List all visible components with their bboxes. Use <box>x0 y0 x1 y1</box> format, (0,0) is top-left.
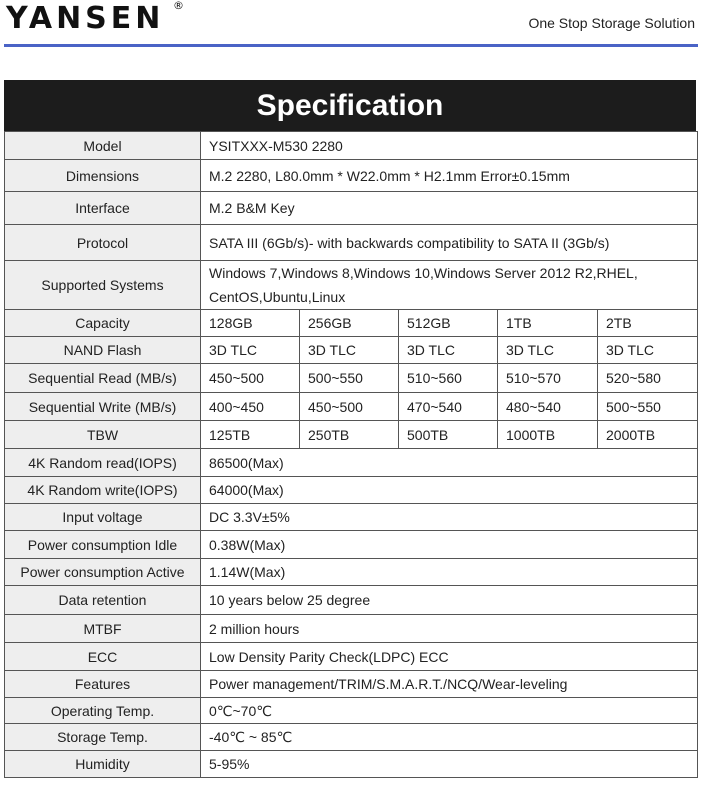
spec-cell: 3D TLC <box>498 337 598 364</box>
brand-logo: YANSEN <box>6 1 165 36</box>
spec-label: MTBF <box>5 615 201 643</box>
spec-cell: 1TB <box>498 310 598 337</box>
spec-value: SATA III (6Gb/s)- with backwards compatibility to SATA II (3Gb/s) <box>201 225 698 261</box>
spec-cell: 1000TB <box>498 421 598 449</box>
spec-cell: 3D TLC <box>399 337 498 364</box>
spec-value: Windows 7,Windows 8,Windows 10,Windows Server 2012 R2,RHEL, CentOS,Ubuntu,Linux <box>201 261 698 310</box>
spec-label: 4K Random read(IOPS) <box>5 449 201 477</box>
spec-label: Operating Temp. <box>5 698 201 724</box>
spec-row <box>5 192 698 225</box>
spec-label: TBW <box>5 421 201 449</box>
spec-cell: 128GB <box>201 310 300 337</box>
spec-value: 1.14W(Max) <box>201 559 698 586</box>
spec-cell: 125TB <box>201 421 300 449</box>
spec-row <box>5 261 698 310</box>
spec-row <box>5 225 698 261</box>
spec-cell: 2TB <box>598 310 698 337</box>
spec-value: Power management/TRIM/S.M.A.R.T./NCQ/Wear-leveling <box>201 671 698 698</box>
spec-label: Capacity <box>5 310 201 337</box>
spec-cell: 450~500 <box>201 364 300 393</box>
spec-row <box>5 751 698 778</box>
spec-label: Protocol <box>5 225 201 261</box>
spec-row <box>5 160 698 192</box>
spec-cell: 480~540 <box>498 393 598 421</box>
spec-value: 5-95% <box>201 751 698 778</box>
spec-row <box>5 504 698 531</box>
spec-value: 0℃~70℃ <box>201 698 698 724</box>
spec-label: Input voltage <box>5 504 201 531</box>
spec-label: Features <box>5 671 201 698</box>
spec-cell: 2000TB <box>598 421 698 449</box>
spec-value: 10 years below 25 degree <box>201 586 698 615</box>
spec-cell: 3D TLC <box>300 337 399 364</box>
spec-label: Humidity <box>5 751 201 778</box>
spec-row <box>5 337 698 364</box>
header-divider <box>4 44 698 47</box>
spec-cell: 450~500 <box>300 393 399 421</box>
spec-label: Interface <box>5 192 201 225</box>
spec-label: Power consumption Idle <box>5 531 201 559</box>
spec-row <box>5 586 698 615</box>
spec-row <box>5 132 698 160</box>
spec-label: NAND Flash <box>5 337 201 364</box>
spec-cell: 400~450 <box>201 393 300 421</box>
registered-mark: ® <box>173 0 184 12</box>
spec-value: M.2 B&M Key <box>201 192 698 225</box>
spec-value: YSITXXX-M530 2280 <box>201 132 698 160</box>
spec-row <box>5 393 698 421</box>
spec-row <box>5 643 698 671</box>
spec-value: -40℃ ~ 85℃ <box>201 724 698 751</box>
spec-cell: 500~550 <box>300 364 399 393</box>
spec-row <box>5 421 698 449</box>
spec-row <box>5 531 698 559</box>
spec-table <box>4 131 698 778</box>
spec-label: Data retention <box>5 586 201 615</box>
spec-row <box>5 671 698 698</box>
spec-row <box>5 698 698 724</box>
spec-cell: 3D TLC <box>201 337 300 364</box>
spec-row <box>5 615 698 643</box>
spec-value: 0.38W(Max) <box>201 531 698 559</box>
spec-label: Sequential Read (MB/s) <box>5 364 201 393</box>
spec-value: Low Density Parity Check(LDPC) ECC <box>201 643 698 671</box>
spec-cell: 250TB <box>300 421 399 449</box>
spec-label: Sequential Write (MB/s) <box>5 393 201 421</box>
spec-value: M.2 2280, L80.0mm * W22.0mm * H2.1mm Error±0.15mm <box>201 160 698 192</box>
spec-cell: 500TB <box>399 421 498 449</box>
spec-label: ECC <box>5 643 201 671</box>
spec-row <box>5 724 698 751</box>
spec-value: 64000(Max) <box>201 477 698 504</box>
spec-label: Storage Temp. <box>5 724 201 751</box>
spec-row <box>5 364 698 393</box>
spec-label: 4K Random write(IOPS) <box>5 477 201 504</box>
spec-cell: 510~560 <box>399 364 498 393</box>
spec-label: Power consumption Active <box>5 559 201 586</box>
spec-cell: 3D TLC <box>598 337 698 364</box>
spec-row <box>5 477 698 504</box>
spec-label: Supported Systems <box>5 261 201 310</box>
spec-value: 2 million hours <box>201 615 698 643</box>
spec-row <box>5 310 698 337</box>
spec-label: Dimensions <box>5 160 201 192</box>
spec-title: Specification <box>4 80 696 132</box>
spec-cell: 510~570 <box>498 364 598 393</box>
tagline: One Stop Storage Solution <box>528 15 695 31</box>
spec-cell: 512GB <box>399 310 498 337</box>
spec-row <box>5 449 698 477</box>
spec-value: DC 3.3V±5% <box>201 504 698 531</box>
spec-value: 86500(Max) <box>201 449 698 477</box>
page-header <box>0 0 704 50</box>
spec-cell: 470~540 <box>399 393 498 421</box>
spec-cell: 500~550 <box>598 393 698 421</box>
spec-cell: 256GB <box>300 310 399 337</box>
spec-row <box>5 559 698 586</box>
spec-label: Model <box>5 132 201 160</box>
spec-cell: 520~580 <box>598 364 698 393</box>
